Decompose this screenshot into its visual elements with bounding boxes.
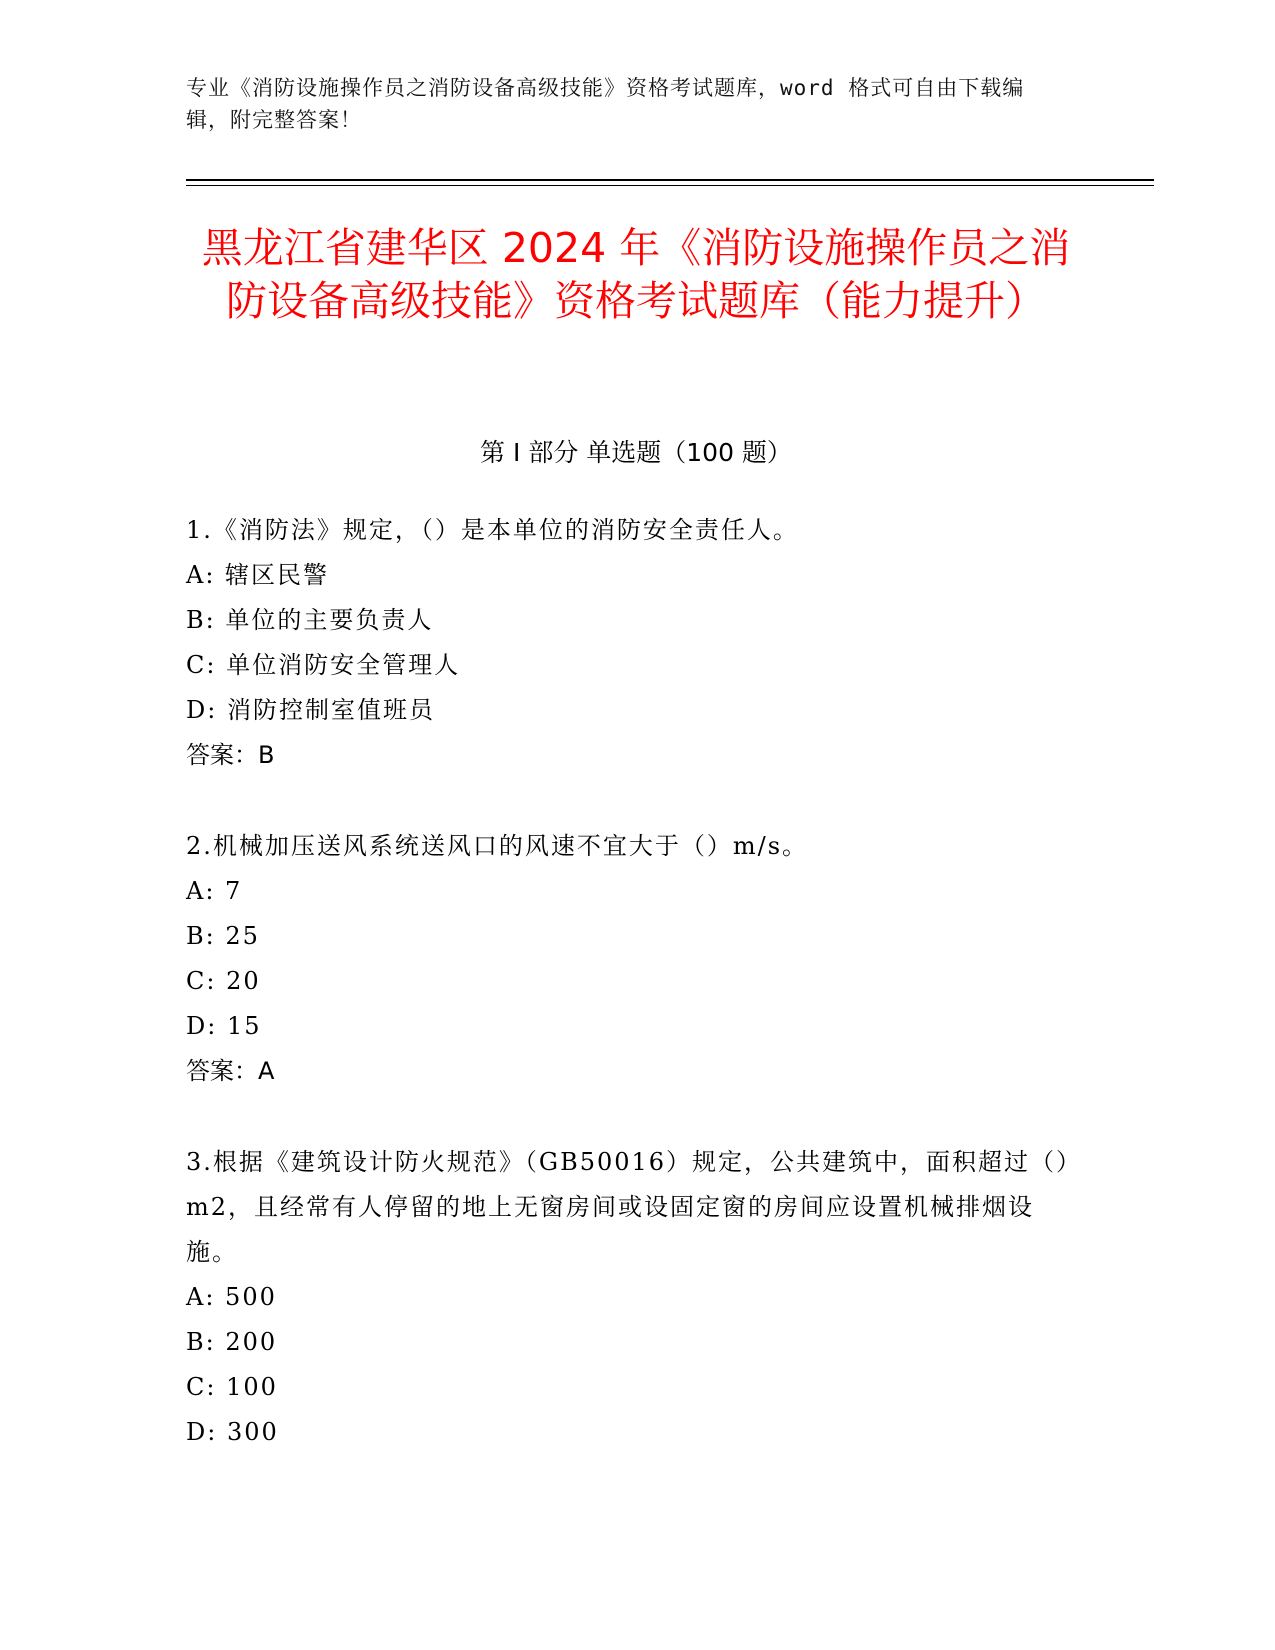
header-rule-thin bbox=[186, 185, 1154, 186]
option-b: B: 单位的主要负责人 bbox=[186, 606, 434, 634]
question-3 bbox=[186, 1140, 1086, 1455]
option-a: A: 500 bbox=[186, 1283, 277, 1311]
header-rule-thick bbox=[186, 179, 1154, 181]
question-stem: 3.根据《建筑设计防火规范》（GB50016）规定，公共建筑中，面积超过（）m2，且经常有人停留的地上无窗房间或设固定窗的房间应设置机械排烟设施。 bbox=[186, 1148, 1083, 1266]
question-2 bbox=[186, 824, 1086, 1094]
header-note: 专业《消防设施操作员之消防设备高级技能》资格考试题库，word 格式可自由下载编辑，附完整答案！ bbox=[186, 76, 1025, 132]
answer: 答案：A bbox=[186, 1057, 275, 1085]
option-a: A: 辖区民警 bbox=[186, 561, 330, 589]
option-a: A: 7 bbox=[186, 877, 243, 905]
option-c: C: 20 bbox=[186, 967, 261, 995]
option-c: C: 100 bbox=[186, 1373, 278, 1401]
section-heading: 第 I 部分 单选题（100 题） bbox=[480, 438, 792, 467]
question-stem: 1.《消防法》规定，（）是本单位的消防安全责任人。 bbox=[186, 516, 799, 544]
option-d: D: 15 bbox=[186, 1012, 262, 1040]
option-b: B: 25 bbox=[186, 922, 260, 950]
question-stem: 2.机械加压送风系统送风口的风速不宜大于（）m/s。 bbox=[186, 832, 809, 860]
option-b: B: 200 bbox=[186, 1328, 278, 1356]
answer: 答案：B bbox=[186, 741, 275, 769]
question-1 bbox=[186, 508, 1086, 778]
document-title: 黑龙江省建华区 2024 年《消防设施操作员之消防设备高级技能》资格考试题库（能力提升） bbox=[201, 224, 1071, 325]
option-d: D: 消防控制室值班员 bbox=[186, 696, 435, 724]
option-d: D: 300 bbox=[186, 1418, 279, 1446]
option-c: C: 单位消防安全管理人 bbox=[186, 651, 461, 679]
